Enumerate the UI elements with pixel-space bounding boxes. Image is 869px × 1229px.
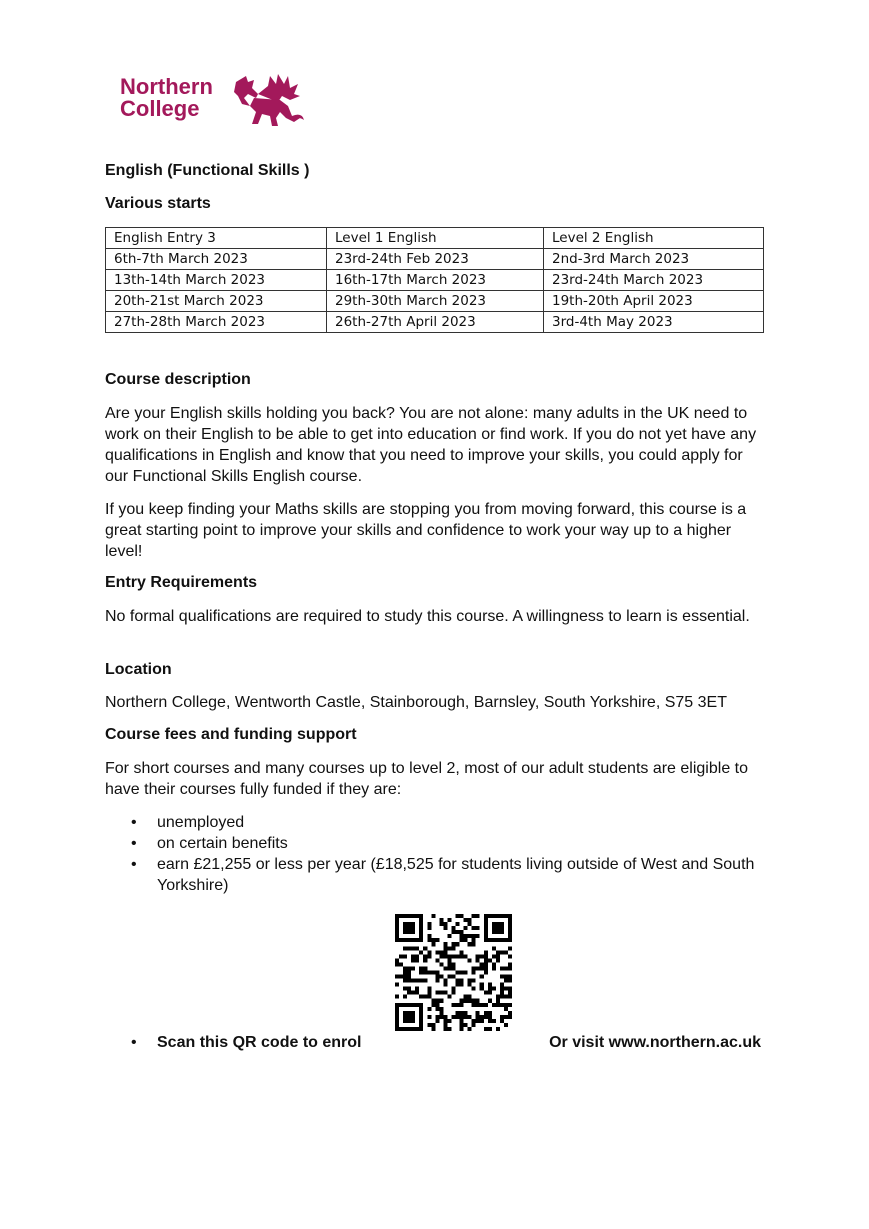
table-cell: 20th-21st March 2023	[106, 291, 327, 312]
logo-wordmark	[120, 76, 213, 120]
fees-text: For short courses and many courses up to level 2, most of our adult students are eligible to have their courses fully funded if they are:	[105, 760, 748, 798]
entry-requirements-text: No formal qualifications are required to study this course. A willingness to learn is essential.	[105, 608, 750, 625]
visit-website-link[interactable]: Or visit www.northern.ac.uk	[549, 1034, 761, 1051]
list-item: • unemployed	[105, 812, 765, 833]
logo-line2: College	[120, 96, 200, 121]
course-title: English (Functional Skills )	[105, 162, 310, 179]
course-description-paragraph-2: If you keep finding your Maths skills are stopping you from moving forward, this course is a great starting point to improve your skills and confidence to work your way up to a higher level!	[105, 501, 747, 560]
table-cell: 13th-14th March 2023	[106, 270, 327, 291]
table-cell: 23rd-24th Feb 2023	[327, 249, 544, 270]
table-row	[106, 291, 764, 312]
table-cell: 19th-20th April 2023	[544, 291, 764, 312]
dragon-icon	[228, 72, 306, 128]
northern-college-logo	[120, 72, 310, 130]
table-row	[106, 249, 764, 270]
table-cell: 16th-17th March 2023	[327, 270, 544, 291]
table-cell: 27th-28th March 2023	[106, 312, 327, 333]
list-item: • earn £21,255 or less per year (£18,525 for students living outside of West and South Yorkshire)	[105, 854, 765, 896]
table-cell: 6th-7th March 2023	[106, 249, 327, 270]
entry-requirements-heading: Entry Requirements	[105, 574, 258, 591]
course-description-heading: Course description	[105, 371, 251, 388]
table-header-row	[106, 228, 764, 249]
table-cell: 3rd-4th May 2023	[544, 312, 764, 333]
schedule-table	[105, 227, 764, 333]
table-cell: 23rd-24th March 2023	[544, 270, 764, 291]
fees-heading: Course fees and funding support	[105, 726, 357, 743]
course-description-paragraph-1: Are your English skills holding you back? You are not alone: many adults in the UK need to work on their English to be able to get into education or find work. If you do not yet have any qualifications in English and know that you need to improve your skills, you could apply for our Functional Skills English course.	[105, 405, 757, 485]
location-text: Northern College, Wentworth Castle, Stainborough, Barnsley, South Yorkshire, S75 3ET	[105, 694, 727, 711]
logo-line1: Northern	[120, 74, 213, 99]
table-cell: 29th-30th March 2023	[327, 291, 544, 312]
table-header-cell: English Entry 3	[106, 228, 327, 249]
list-item: • on certain benefits	[105, 833, 765, 854]
qr-code-icon[interactable]	[395, 914, 512, 1031]
table-header-cell: Level 2 English	[544, 228, 764, 249]
funding-criteria-list	[105, 812, 765, 896]
table-row	[106, 270, 764, 291]
location-heading: Location	[105, 661, 172, 678]
course-subtitle: Various starts	[105, 195, 211, 212]
table-header-cell: Level 1 English	[327, 228, 544, 249]
table-cell: 26th-27th April 2023	[327, 312, 544, 333]
table-row	[106, 312, 764, 333]
scan-qr-enrol-text: • Scan this QR code to enrol	[105, 1032, 361, 1053]
table-cell: 2nd-3rd March 2023	[544, 249, 764, 270]
